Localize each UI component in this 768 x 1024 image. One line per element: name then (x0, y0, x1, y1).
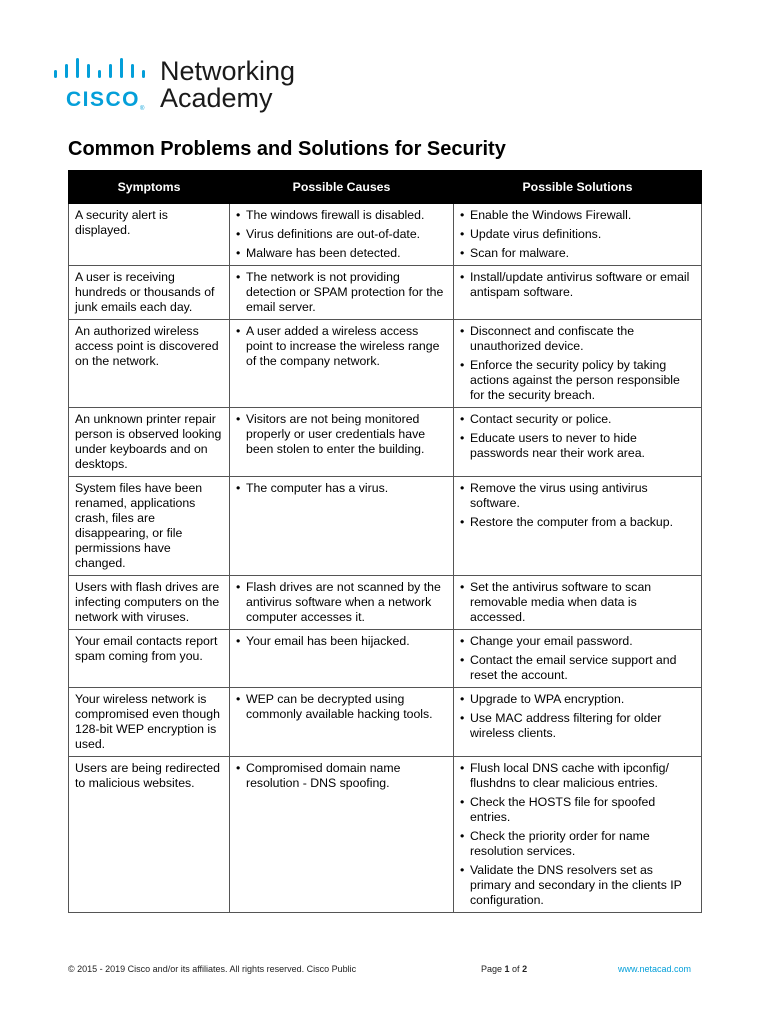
cause-item: • The computer has a virus. (236, 481, 447, 496)
logo-networking-text: Networking (160, 56, 296, 86)
security-problems-table (68, 170, 702, 913)
footer-page-number: Page 1 of 2 (481, 964, 528, 974)
table-header-row (69, 171, 702, 204)
symptom-cell: A security alert is displayed. (69, 204, 230, 266)
cause-item: • Malware has been detected. (236, 246, 447, 261)
solution-item: • Change your email password. (460, 634, 695, 649)
cause-list (236, 412, 447, 457)
page-title: Common Problems and Solutions for Security (68, 138, 506, 160)
symptom-cell: Your wireless network is compromised even though 128-bit WEP encryption is used. (69, 688, 230, 757)
cause-list (236, 761, 447, 791)
solution-cell (454, 757, 702, 913)
header-symptoms: Symptoms (69, 171, 230, 204)
solution-item: • Disconnect and confiscate the unauthorized device. (460, 324, 695, 354)
table-row (69, 266, 702, 320)
solution-cell (454, 320, 702, 408)
solution-item: • Contact security or police. (460, 412, 695, 427)
cause-item: • Compromised domain name resolution - DNS spoofing. (236, 761, 447, 791)
cause-item: • The network is not providing detection or SPAM protection for the email server. (236, 270, 447, 315)
solution-list (460, 580, 695, 625)
solution-cell (454, 204, 702, 266)
cisco-networking-academy-logo (52, 58, 312, 118)
solution-cell (454, 408, 702, 477)
cause-cell (230, 320, 454, 408)
solution-item: • Check the HOSTS file for spoofed entries. (460, 795, 695, 825)
solution-item: • Restore the computer from a backup. (460, 515, 695, 530)
solution-list (460, 324, 695, 403)
solution-list (460, 270, 695, 300)
cisco-bridge-icon (52, 58, 152, 84)
solution-item: • Scan for malware. (460, 246, 695, 261)
solution-list (460, 634, 695, 683)
solution-item: • Upgrade to WPA encryption. (460, 692, 695, 707)
cause-item: • Visitors are not being monitored properly or user credentials have been stolen to enter the building. (236, 412, 447, 457)
cause-item: • WEP can be decrypted using commonly available hacking tools. (236, 692, 447, 722)
solution-item: • Validate the DNS resolvers set as primary and secondary in the clients IP configuration. (460, 863, 695, 908)
solution-item: • Set the antivirus software to scan removable media when data is accessed. (460, 580, 695, 625)
solution-item: • Educate users to never to hide passwords near their work area. (460, 431, 695, 461)
solution-item: • Check the priority order for name resolution services. (460, 829, 695, 859)
solution-list (460, 692, 695, 741)
solution-item: • Update virus definitions. (460, 227, 695, 242)
cause-cell (230, 757, 454, 913)
cause-item: • The windows firewall is disabled. (236, 208, 447, 223)
solution-cell (454, 630, 702, 688)
solution-list (460, 481, 695, 530)
cause-list (236, 270, 447, 315)
cause-cell (230, 630, 454, 688)
solution-item: • Use MAC address filtering for older wireless clients. (460, 711, 695, 741)
solution-item: • Enforce the security policy by taking actions against the person responsible for the security breach. (460, 358, 695, 403)
cause-cell (230, 576, 454, 630)
solution-list (460, 412, 695, 461)
cisco-wordmark: CISCO® (66, 88, 145, 112)
cause-list (236, 580, 447, 625)
cause-list (236, 324, 447, 369)
footer-copyright: © 2015 - 2019 Cisco and/or its affiliates. All rights reserved. Cisco Public (68, 964, 357, 974)
header-possible-causes: Possible Causes (230, 171, 454, 204)
solution-item: • Contact the email service support and reset the account. (460, 653, 695, 683)
cause-item: • Flash drives are not scanned by the antivirus software when a network computer accesses it. (236, 580, 447, 625)
cause-cell (230, 688, 454, 757)
table-row (69, 630, 702, 688)
table-row (69, 204, 702, 266)
solution-list (460, 761, 695, 908)
solution-item: • Remove the virus using antivirus software. (460, 481, 695, 511)
symptom-cell: Users with flash drives are infecting computers on the network with viruses. (69, 576, 230, 630)
solution-cell (454, 688, 702, 757)
cause-item: • A user added a wireless access point to increase the wireless range of the company network. (236, 324, 447, 369)
solution-item: • Install/update antivirus software or email antispam software. (460, 270, 695, 300)
table-row (69, 688, 702, 757)
table-row (69, 477, 702, 576)
cause-cell (230, 477, 454, 576)
cause-cell (230, 204, 454, 266)
solution-cell (454, 266, 702, 320)
header-possible-solutions: Possible Solutions (454, 171, 702, 204)
solution-list (460, 208, 695, 261)
cause-list (236, 481, 447, 496)
table-row (69, 408, 702, 477)
table-row (69, 576, 702, 630)
table-row (69, 320, 702, 408)
cause-item: • Your email has been hijacked. (236, 634, 447, 649)
cause-list (236, 692, 447, 722)
cause-item: • Virus definitions are out-of-date. (236, 227, 447, 242)
cause-cell (230, 408, 454, 477)
table-row (69, 757, 702, 913)
symptom-cell: An authorized wireless access point is discovered on the network. (69, 320, 230, 408)
solution-cell (454, 576, 702, 630)
symptom-cell: System files have been renamed, applications crash, files are disappearing, or file permissions have changed. (69, 477, 230, 576)
solution-item: • Enable the Windows Firewall. (460, 208, 695, 223)
symptom-cell: Users are being redirected to malicious websites. (69, 757, 230, 913)
solution-item: • Flush local DNS cache with ipconfig/ flushdns to clear malicious entries. (460, 761, 695, 791)
cause-list (236, 208, 447, 261)
logo-academy-text: Academy (160, 83, 273, 113)
symptom-cell: A user is receiving hundreds or thousands of junk emails each day. (69, 266, 230, 320)
symptom-cell: An unknown printer repair person is observed looking under keyboards and on desktops. (69, 408, 230, 477)
cause-cell (230, 266, 454, 320)
solution-cell (454, 477, 702, 576)
footer-website-link[interactable]: www.netacad.com (618, 964, 692, 974)
cause-list (236, 634, 447, 649)
symptom-cell: Your email contacts report spam coming from you. (69, 630, 230, 688)
